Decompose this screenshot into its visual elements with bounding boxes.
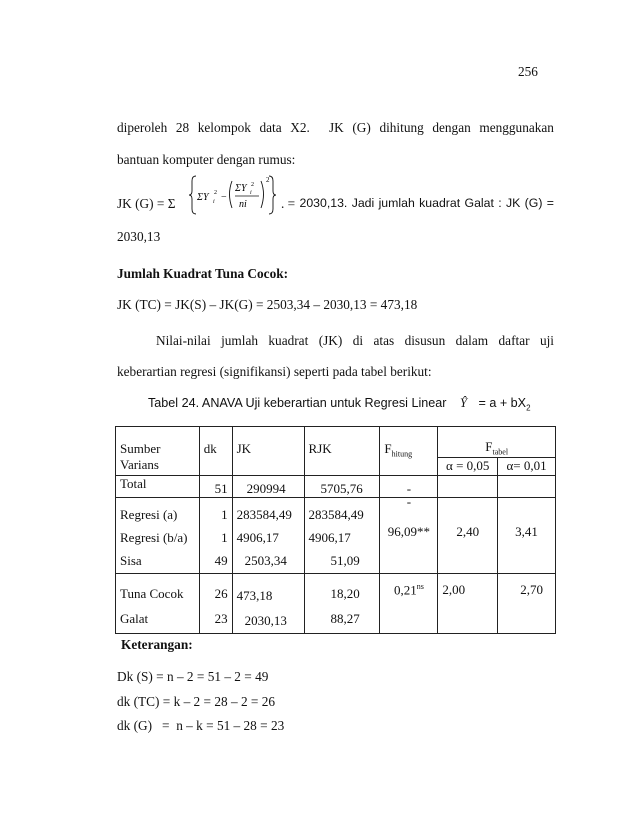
cell-dk [199, 573, 232, 633]
svg-text:−: − [221, 192, 227, 203]
cell-empty [498, 475, 556, 497]
cell-dk: 51 [199, 475, 232, 497]
word: Galat [464, 196, 494, 210]
keterangan-heading: Keterangan: [121, 637, 193, 652]
cell-ftabel-001: 2,70 [498, 573, 556, 633]
formula-bracket-expression [188, 172, 278, 218]
word: (G) [352, 120, 371, 135]
keterangan-line: Dk (S) = n – 2 = 51 – 2 = 49 [117, 669, 269, 684]
header-text: Varians [120, 457, 159, 472]
word: JK [329, 120, 344, 135]
jk-value: 473,18 [236, 587, 273, 603]
table-row-regresi [116, 497, 556, 573]
dk-value: 23 [214, 610, 228, 626]
header-text: Sumber [120, 441, 161, 456]
word: X2. [290, 120, 310, 135]
row-label: Tuna Cocok [120, 585, 184, 601]
cell-labels [116, 573, 200, 633]
word: kuadrat [419, 196, 461, 210]
word: . = [281, 196, 296, 211]
svg-text:2: 2 [214, 190, 217, 196]
sum-sq-term: ΣY [197, 192, 209, 203]
svg-text:i: i [213, 199, 215, 205]
word: 28 [175, 120, 190, 135]
yhat-symbol: Ŷ [459, 396, 467, 410]
word: dengan [432, 120, 471, 135]
header-alpha-005: α = 0,05 [438, 457, 498, 475]
fraction-denominator: ni [239, 199, 247, 210]
cell-ftabel-005: 2,40 [438, 497, 498, 573]
cell-dk [199, 497, 232, 573]
rjk-value: 51,09 [330, 552, 360, 568]
f-value: 0,21 [393, 581, 417, 597]
word: jumlah [378, 196, 415, 210]
word: atas [373, 333, 395, 348]
paragraph-line [117, 120, 554, 136]
cell-ftabel-001: 3,41 [498, 497, 556, 573]
word: kuadrat [268, 333, 309, 348]
rjk-value: 283584,49 [308, 506, 364, 522]
header-dk: dk [199, 427, 232, 476]
svg-text:i: i [250, 190, 252, 196]
word: kelompok [197, 120, 251, 135]
section-heading: Jumlah Kuadrat Tuna Cocok: [117, 266, 289, 281]
paragraph-line: 2030,13 [117, 229, 161, 244]
paragraph-line: bantuan komputer dengan rumus: [117, 152, 296, 167]
caption-subscript: 2 [526, 403, 531, 413]
svg-text:2: 2 [251, 182, 254, 188]
equation-line: JK (TC) = JK(S) – JK(G) = 2503,34 – 2030,13 = 473,18 [117, 297, 418, 312]
dk-value: 1 [221, 529, 228, 545]
row-label: Sisa [120, 552, 142, 568]
header-jk: JK [232, 427, 304, 476]
row-label: Regresi (b/a) [120, 529, 188, 545]
word: (JK) [318, 333, 343, 348]
cell-f: - [380, 475, 438, 497]
row-label: Regresi (a) [120, 506, 178, 522]
paragraph-line: keberartian regresi (signifikansi) seperti pada tabel berikut: [117, 364, 432, 379]
jk-value: 2030,13 [244, 612, 287, 628]
jk-value: 4906,17 [236, 529, 279, 545]
f-value: 96,09** [387, 523, 431, 539]
header-ftabel [438, 427, 556, 458]
header-text: F [384, 441, 392, 456]
word: uji [539, 333, 554, 348]
dk-value: 49 [214, 552, 228, 568]
cell-f [380, 493, 438, 573]
word: : [498, 196, 502, 210]
word: data [259, 120, 282, 135]
header-subscript: tabel [492, 447, 509, 457]
word: (G) [524, 196, 543, 210]
word: Nilai-nilai [156, 333, 211, 348]
dk-value: 26 [214, 585, 228, 601]
table-row-total [116, 475, 556, 497]
word: dihitung [379, 120, 424, 135]
rjk-value: 4906,17 [308, 529, 351, 545]
fraction-numerator: ΣY [235, 183, 247, 194]
header-alpha-001: α= 0,01 [498, 457, 556, 475]
header-rjk: RJK [304, 427, 380, 476]
formula-lhs: JK (G) = Σ [117, 196, 176, 211]
cell-jk [232, 573, 304, 633]
caption-equation: = a + bX [478, 396, 527, 410]
rjk-value: 18,20 [330, 585, 360, 601]
table-caption [148, 396, 531, 413]
page-number: 256 [518, 64, 538, 79]
table-row-tuna-cocok [116, 573, 556, 633]
f-dash: - [406, 493, 412, 509]
header-sumber [116, 427, 200, 476]
word: 2030,13. [299, 196, 348, 210]
paragraph-line [156, 333, 554, 349]
f-superscript: ns [416, 581, 424, 591]
header-text: F [485, 439, 493, 454]
cell-rjk [304, 573, 380, 633]
jk-value: 283584,49 [236, 506, 292, 522]
dk-value: 1 [221, 506, 228, 522]
header-fhitung [380, 427, 438, 476]
cell-jk [232, 497, 304, 573]
caption-text: Tabel 24. ANAVA Uji keberartian untuk Regresi Linear [148, 396, 447, 410]
cell-label: Total [116, 475, 200, 497]
word: dalam [455, 333, 489, 348]
word: JK [505, 196, 521, 210]
formula-rhs [281, 196, 554, 212]
header-subscript: hitung [391, 449, 413, 459]
cell-rjk [304, 497, 380, 573]
cell-ftabel-005: 2,00 [438, 573, 498, 633]
word: Jadi [351, 196, 375, 210]
cell-jk: 290994 [232, 475, 304, 497]
word: di [352, 333, 364, 348]
table-header-row [116, 427, 556, 458]
rjk-value: 88,27 [330, 610, 360, 626]
cell-f [380, 573, 438, 633]
word: jumlah [221, 333, 258, 348]
word: daftar [498, 333, 530, 348]
cell-rjk: 5705,76 [304, 475, 380, 497]
word: disusun [404, 333, 446, 348]
row-label: Galat [120, 610, 149, 626]
cell-empty [438, 475, 498, 497]
svg-text:2: 2 [266, 176, 270, 184]
keterangan-line: dk (TC) = k – 2 = 28 – 2 = 26 [117, 694, 276, 709]
word: = [546, 196, 554, 210]
jk-value: 2503,34 [244, 552, 287, 568]
word: diperoleh [117, 120, 168, 135]
cell-labels [116, 497, 200, 573]
anova-table [115, 426, 556, 634]
word: menggunakan [479, 120, 554, 135]
keterangan-line: dk (G) = n – k = 51 – 28 = 23 [117, 718, 285, 733]
